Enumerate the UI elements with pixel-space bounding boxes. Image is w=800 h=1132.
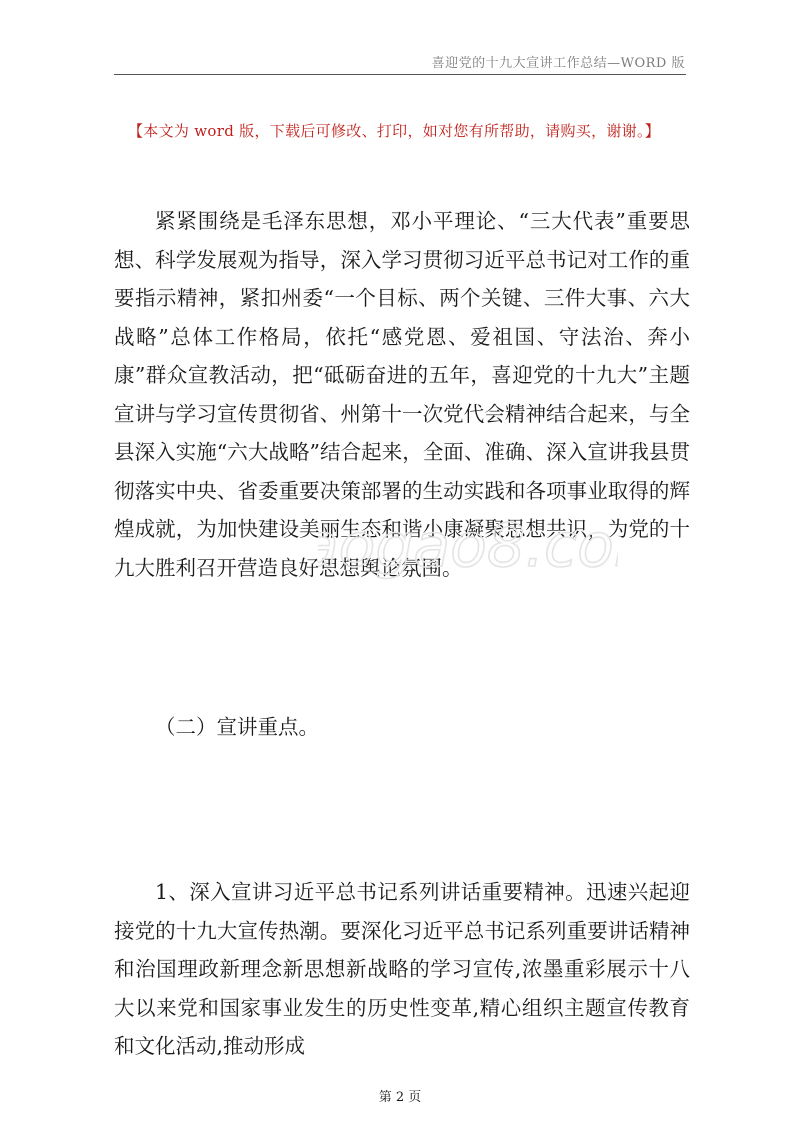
header-divider <box>114 74 686 75</box>
body-paragraph-guidance: 紧紧围绕是毛泽东思想，邓小平理论、“三大代表”重要思想、科学发展观为指导，深入学习贯彻习近平总书记对工作的重要指示精神，紧扣州委“一个目标、两个关键、三件大事、六大战略”总体工作格局，依托“感党恩、爱祖国、守法治、奔小康”群众宣教活动，把“砥砺奋进的五年，喜迎党的十九大”主题宣讲与学习宣传贯彻省、州第十一次党代会精神结合起来，与全县深入实施“六大战略”结合起来，全面、准确、深入宣讲我县贯彻落实中央、省委重要决策部署的生动实践和各项事业取得的辉煌成就，为加快建设美丽生态和谐小康凝聚思想共识，为党的十九大胜利召开营造良好思想舆论氛围。 <box>114 209 690 580</box>
watermark-text: ogao8.co <box>338 511 614 581</box>
running-header: 喜迎党的十九大宣讲工作总结—WORD 版 <box>431 56 685 71</box>
body-paragraph-item-1: 1、深入宣讲习近平总书记系列讲话重要精神。迅速兴起迎接党的十九大宣传热潮。要深化习近平总书记系列重要讲话精神和治国理政新理念新思想新战略的学习宣传,浓墨重彩展示十八大以来党和国家事业发生的历史性变革,精心组织主题宣传教育和文化活动,推动形成 <box>114 880 690 1058</box>
section-heading-key-points: （二）宣讲重点。 <box>155 715 319 739</box>
purchase-notice: 【本文为 word 版，下载后可修改、打印，如对您有所帮助，请购买，谢谢。】 <box>128 122 661 140</box>
page-number: 第 2 页 <box>378 1090 422 1105</box>
